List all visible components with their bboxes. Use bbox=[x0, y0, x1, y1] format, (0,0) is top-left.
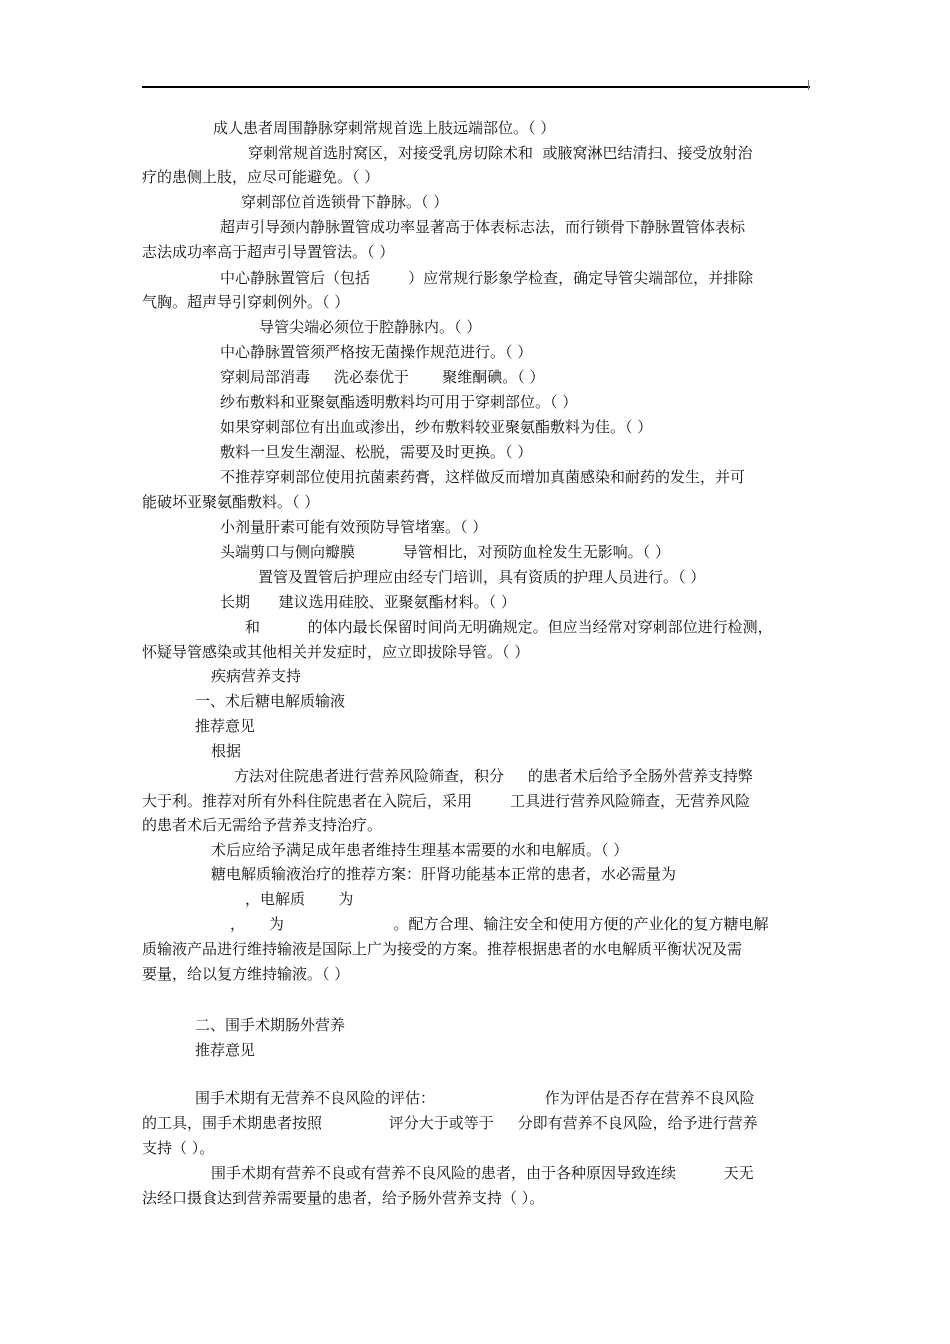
text-line: 怀疑导管感染或其他相关并发症时，应立即拔除导管。（ ） bbox=[142, 643, 530, 661]
text-line: 的工具，围手术期患者按照 评分大于或等于 分即有营养不良风险，给予进行营养 bbox=[142, 1114, 758, 1132]
text-line: 法经口摄食达到营养需要量的患者，给予肠外营养支持（ ）。 bbox=[142, 1189, 545, 1207]
text-line: 成人患者周围静脉穿刺常规首选上肢远端部位。（ ） bbox=[213, 119, 556, 137]
section-title: 疾病营养支持 bbox=[211, 667, 302, 685]
text-line: 敷料一旦发生潮湿、松脱，需要及时更换。（ ） bbox=[220, 443, 533, 461]
text-line: 小剂量肝素可能有效预防导管堵塞。（ ） bbox=[220, 518, 488, 536]
text-line: 大于利。推荐对所有外科住院患者在入院后，采用 工具进行营养风险筛查，无营养风险 bbox=[142, 792, 751, 810]
subheading: 推荐意见 bbox=[195, 1041, 256, 1059]
text-line: 超声引导颈内静脉置管成功率显著高于体表标志法，而行锁骨下静脉置管体表标 bbox=[220, 218, 746, 236]
text-line: 围手术期有营养不良或有营养不良风险的患者，由于各种原因导致连续 天无 bbox=[211, 1164, 754, 1182]
text-line: 糖电解质输液治疗的推荐方案：肝肾功能基本正常的患者，水必需量为 bbox=[211, 865, 677, 883]
text-line: 导管尖端必须位于腔静脉内。（ ） bbox=[259, 318, 482, 336]
header-rule-mark bbox=[808, 80, 809, 90]
text-line: 穿刺常规首选肘窝区，对接受乳房切除术和 或腋窝淋巴结清扫、接受放射治 bbox=[248, 144, 753, 162]
text-line: 术后应给予满足成年患者维持生理基本需要的水和电解质。（ ） bbox=[211, 841, 629, 859]
text-line: 中心静脉置管后（包括 ）应常规行影象学检查，确定导管尖端部位，并排除 bbox=[220, 269, 754, 287]
text-line: 穿刺局部消毒 洗必泰优于 聚维酮碘。（ ） bbox=[220, 368, 545, 386]
text-line: 和 的体内最长保留时间尚无明确规定。但应当经常对穿刺部位进行检测， bbox=[245, 618, 773, 636]
subheading: 推荐意见 bbox=[195, 717, 256, 735]
text-line: 中心静脉置管须严格按无菌操作规范进行。（ ） bbox=[220, 343, 533, 361]
text-line: 长期 建议选用硅胶、亚聚氨酯材料。（ ） bbox=[220, 593, 516, 611]
text-line: ， 为 。配方合理、输注安全和使用方便的产业化的复方糖电解 bbox=[230, 915, 769, 933]
text-line: 围手术期有无营养不良风险的评估： 作为评估是否存在营养不良风险 bbox=[195, 1089, 755, 1107]
text-line: 要量，给以复方维持输液。（ ） bbox=[142, 965, 350, 983]
text-line: 纱布敷料和亚聚氨酯透明敷料均可用于穿刺部位。（ ） bbox=[220, 393, 578, 411]
text-line: 的患者术后无需给予营养支持治疗。 bbox=[142, 816, 383, 834]
text-line: 根据 bbox=[211, 742, 242, 760]
text-line: 能破坏亚聚氨酯敷料。（ ） bbox=[142, 493, 320, 511]
text-line: 气胸。超声导引穿刺例外。（ ） bbox=[142, 293, 350, 311]
text-line: 质输液产品进行维持输液是国际上广为接受的方案。推荐根据患者的水电解质平衡状况及需 bbox=[142, 940, 743, 958]
text-line: 如果穿刺部位有出血或渗出，纱布敷料较亚聚氨酯敷料为佳。（ ） bbox=[220, 418, 653, 436]
text-line: ，电解质 为 bbox=[245, 890, 354, 908]
text-line: 头端剪口与侧向瓣膜 导管相比，对预防血栓发生无影响。（ ） bbox=[220, 543, 670, 561]
text-line: 穿刺部位首选锁骨下静脉。（ ） bbox=[241, 193, 449, 211]
section-heading: 二、围手术期肠外营养 bbox=[195, 1016, 346, 1034]
text-line: 疗的患侧上肢，应尽可能避免。（ ） bbox=[142, 168, 380, 186]
text-line: 不推荐穿刺部位使用抗菌素药膏，这样做反而增加真菌感染和耐药的发生，并可 bbox=[220, 468, 746, 486]
text-line: 志法成功率高于超声引导置管法。（ ） bbox=[142, 243, 395, 261]
text-line: 置管及置管后护理应由经专门培训，具有资质的护理人员进行。（ ） bbox=[258, 568, 706, 586]
text-line: 支持（ ）。 bbox=[142, 1139, 215, 1157]
text-line: 方法对住院患者进行营养风险筛查，积分 的患者术后给予全肠外营养支持弊 bbox=[234, 767, 753, 785]
section-heading: 一、术后糖电解质输液 bbox=[195, 692, 346, 710]
header-rule bbox=[142, 86, 810, 88]
